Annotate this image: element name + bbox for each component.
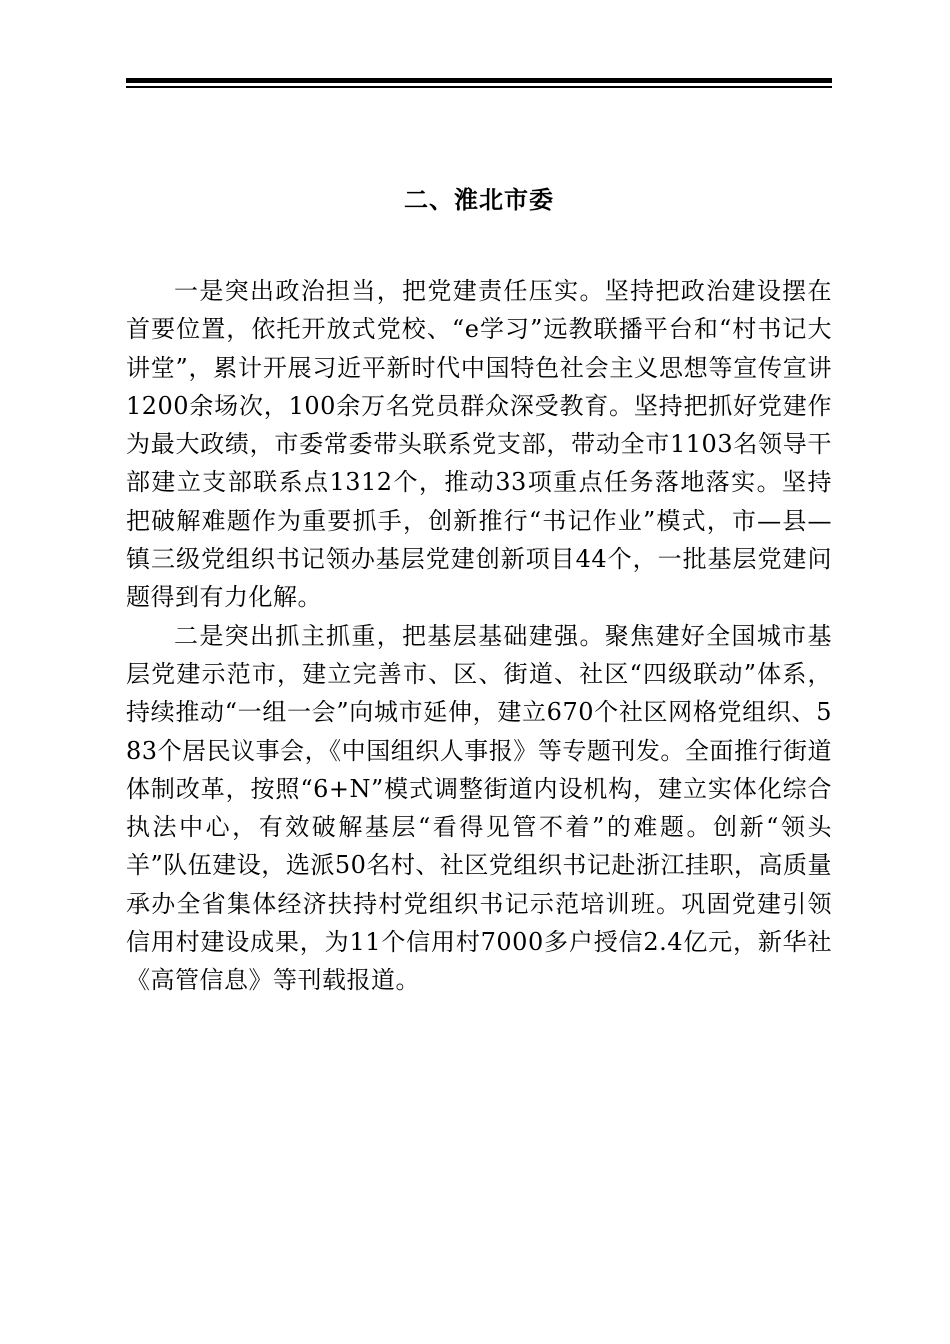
paragraph-1: 一是突出政治担当，把党建责任压实。坚持把政治建设摆在首要位置，依托开放式党校、“e学习”远教联播平台和“村书记大讲堂”，累计开展习近平新时代中国特色社会主义思想等宣传宣讲1200余场次，100余万名党员群众深受教育。坚持把抓好党建作为最大政绩，市委常委带头联系党支部，带动全市1103名领导干部建立支部联系点1312个，推动33项重点任务落地落实。坚持把破解难题作为重要抓手，创新推行“书记作业”模式，市—县—镇三级党组织书记领办基层党建创新项目44个，一批基层党建问题得到有力化解。	[126, 277, 832, 612]
section-title: 二、淮北市委	[404, 186, 554, 214]
header-rule-thick	[126, 78, 832, 83]
header-rule-thin	[126, 86, 832, 88]
body-text	[126, 272, 832, 1000]
paragraph-2: 二是突出抓主抓重，把基层基础建强。聚焦建好全国城市基层党建示范市，建立完善市、区、街道、社区“四级联动”体系，持续推动“一组一会”向城市延伸，建立670个社区网格党组织、583个居民议事会，《中国组织人事报》等专题刊发。全面推行街道体制改革，按照“6+N”模式调整街道内设机构，建立实体化综合执法中心，有效破解基层“看得见管不着”的难题。创新“领头羊”队伍建设，选派50名村、社区党组织书记赴浙江挂职，高质量承办全省集体经济扶持村党组织书记示范培训班。巩固党建引领信用村建设成果，为11个信用村7000多户授信2.4亿元，新华社《高管信息》等刊载报道。	[126, 621, 832, 995]
